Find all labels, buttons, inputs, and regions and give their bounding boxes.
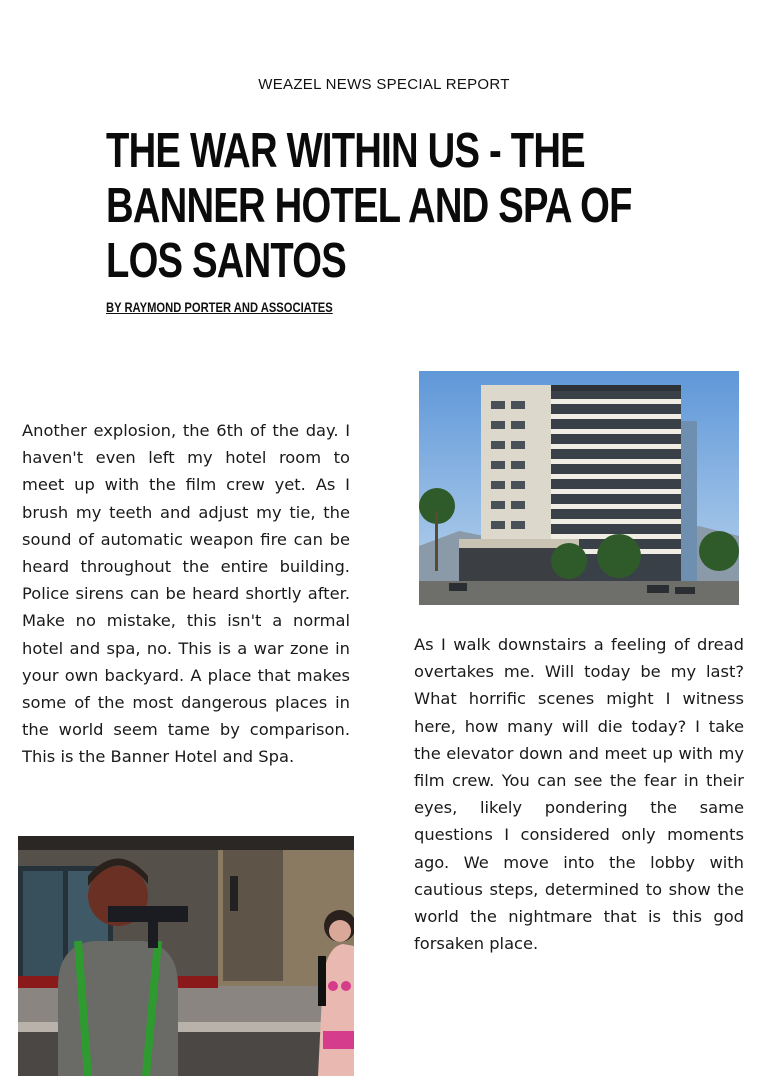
byline: BY RAYMOND PORTER AND ASSOCIATES bbox=[106, 299, 333, 315]
headline: THE WAR WITHIN US - THE BANNER HOTEL AND SPA OF LOS SANTOS bbox=[106, 124, 632, 288]
article-paragraph-left: Another explosion, the 6th of the day. I haven't even left my hotel room to meet up with the film crew yet. As I brush my teeth and adjust my tie, the sound of automatic weapon fire can be heard throughout the entire building. Police sirens can be heard shortly after. Make no mistake, this isn't a normal hotel and spa, no. This is a war zone in your own backyard. A place that makes some of the most dangerous places in the world seem tame by comparison. This is the Banner Hotel and Spa. bbox=[22, 421, 350, 767]
article-paragraph-right: As I walk downstairs a feeling of dread overtakes me. Will today be my last? What horrific scenes might I witness here, how many will die today? I take the elevator down and meet up with my film crew. You can see the fear in their eyes, likely pondering the same questions I considered only moments ago. We move into the lobby with cautious steps, determined to show the world the nightmare that is this god forsaken place. bbox=[414, 635, 744, 954]
report-kicker: WEAZEL NEWS SPECIAL REPORT bbox=[258, 76, 510, 93]
hotel-illustration bbox=[419, 371, 739, 605]
hotel-photo bbox=[419, 371, 739, 605]
lobby-illustration bbox=[18, 836, 354, 1076]
lobby-photo bbox=[18, 836, 354, 1076]
